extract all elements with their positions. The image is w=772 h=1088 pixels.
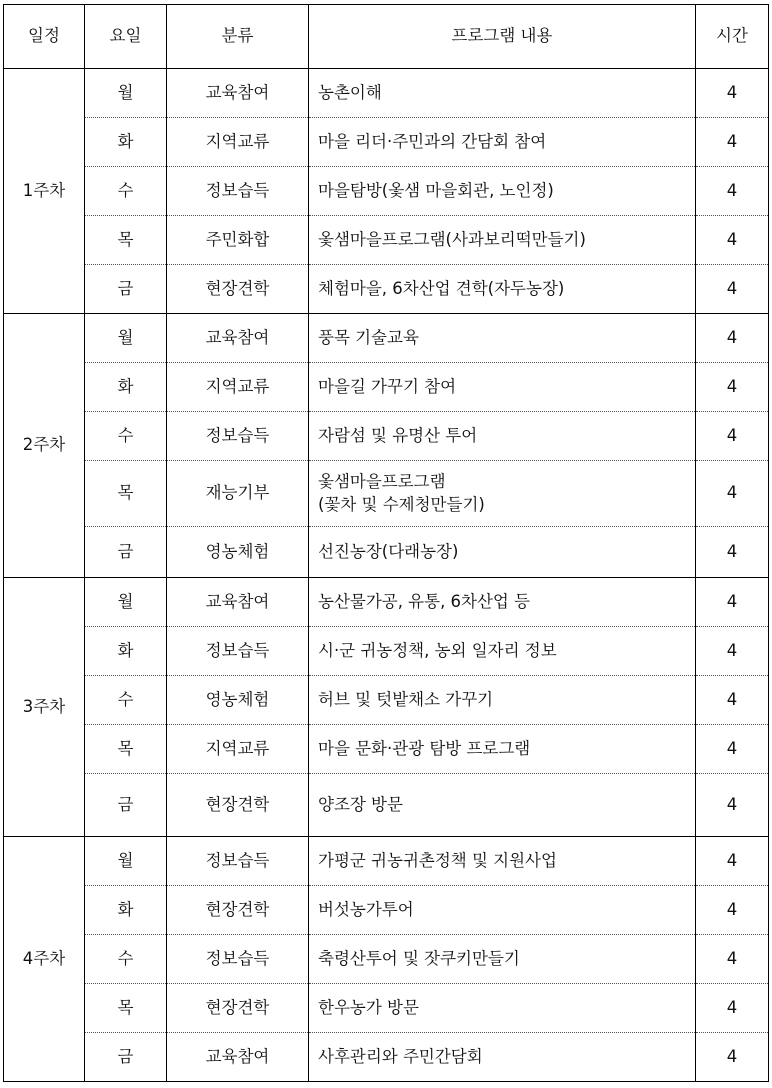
day-cell: 월 (85, 314, 167, 363)
category-cell: 영농체험 (167, 676, 309, 725)
hours-cell: 4 (696, 676, 769, 725)
hours-cell: 4 (696, 527, 769, 578)
table-row (4, 837, 769, 886)
table-row (4, 167, 769, 216)
hours-cell: 4 (696, 935, 769, 984)
program-cell (309, 935, 696, 984)
day-cell: 화 (85, 627, 167, 676)
table-header (4, 5, 769, 69)
hours-cell: 4 (696, 69, 769, 118)
category-cell: 정보습득 (167, 412, 309, 461)
day-cell: 수 (85, 412, 167, 461)
table-body (4, 69, 769, 1082)
program-cell (309, 984, 696, 1033)
day-cell: 목 (85, 984, 167, 1033)
program-text: (꽃차 및 수제청만들기) (318, 494, 485, 514)
day-cell: 목 (85, 216, 167, 265)
program-text: 풍목 기술교육 (318, 327, 419, 347)
hours-cell: 4 (696, 627, 769, 676)
program-cell (309, 527, 696, 578)
program-cell (309, 1033, 696, 1082)
day-cell: 금 (85, 774, 167, 837)
category-cell: 교육참여 (167, 314, 309, 363)
day-cell: 수 (85, 167, 167, 216)
program-text: 선진농장(다래농장) (318, 541, 459, 561)
hours-cell: 4 (696, 118, 769, 167)
program-cell (309, 725, 696, 774)
table-row (4, 527, 769, 578)
table-row (4, 118, 769, 167)
program-cell (309, 69, 696, 118)
category-cell: 재능기부 (167, 461, 309, 527)
hours-cell: 4 (696, 837, 769, 886)
table-row (4, 216, 769, 265)
program-cell (309, 774, 696, 837)
category-cell: 현장견학 (167, 886, 309, 935)
program-text: 농촌이해 (318, 82, 382, 102)
day-cell: 금 (85, 265, 167, 314)
hours-cell: 4 (696, 167, 769, 216)
category-cell: 교육참여 (167, 69, 309, 118)
program-text: 허브 및 텃밭채소 가꾸기 (318, 689, 494, 709)
program-text: 자람섬 및 유명산 투어 (318, 425, 478, 445)
day-cell: 목 (85, 725, 167, 774)
category-cell: 정보습득 (167, 935, 309, 984)
table-row (4, 314, 769, 363)
program-cell (309, 461, 696, 527)
program-text: 가평군 귀농귀촌정책 및 지원사업 (318, 850, 557, 870)
category-cell: 교육참여 (167, 1033, 309, 1082)
day-cell: 화 (85, 363, 167, 412)
hours-cell: 4 (696, 412, 769, 461)
schedule-table (3, 4, 769, 1082)
category-cell: 지역교류 (167, 118, 309, 167)
category-cell: 교육참여 (167, 578, 309, 627)
header-program: 프로그램 내용 (309, 5, 696, 69)
program-text: 옻샘마을프로그램 (318, 472, 446, 492)
header-schedule: 일정 (4, 5, 85, 69)
program-cell (309, 627, 696, 676)
program-cell (309, 118, 696, 167)
category-cell: 지역교류 (167, 363, 309, 412)
day-cell: 화 (85, 118, 167, 167)
table-row (4, 984, 769, 1033)
program-cell (309, 314, 696, 363)
week-label: 4주차 (4, 837, 85, 1082)
category-cell: 정보습득 (167, 627, 309, 676)
program-cell (309, 886, 696, 935)
hours-cell: 4 (696, 578, 769, 627)
category-cell: 지역교류 (167, 725, 309, 774)
day-cell: 화 (85, 886, 167, 935)
hours-cell: 4 (696, 216, 769, 265)
day-cell: 금 (85, 527, 167, 578)
hours-cell: 4 (696, 1033, 769, 1082)
program-text: 농산물가공, 유통, 6차산업 등 (318, 591, 531, 611)
day-cell: 금 (85, 1033, 167, 1082)
table-row (4, 627, 769, 676)
hours-cell: 4 (696, 265, 769, 314)
program-text: 버섯농가투어 (318, 899, 414, 919)
day-cell: 월 (85, 837, 167, 886)
category-cell: 주민화합 (167, 216, 309, 265)
program-cell (309, 837, 696, 886)
hours-cell: 4 (696, 314, 769, 363)
hours-cell: 4 (696, 774, 769, 837)
week-label: 2주차 (4, 314, 85, 578)
program-cell (309, 578, 696, 627)
table-row (4, 69, 769, 118)
hours-cell: 4 (696, 725, 769, 774)
program-cell (309, 412, 696, 461)
header-day: 요일 (85, 5, 167, 69)
program-text: 시·군 귀농정책, 농외 일자리 정보 (318, 640, 557, 660)
category-cell: 현장견학 (167, 265, 309, 314)
category-cell: 현장견학 (167, 984, 309, 1033)
program-cell (309, 265, 696, 314)
category-cell: 정보습득 (167, 837, 309, 886)
week-label: 3주차 (4, 578, 85, 837)
header-row (4, 5, 769, 69)
header-category: 분류 (167, 5, 309, 69)
program-text: 체험마을, 6차산업 견학(자두농장) (318, 278, 565, 298)
header-hours: 시간 (696, 5, 769, 69)
program-text: 마을 문화·관광 탐방 프로그램 (318, 738, 531, 758)
program-cell (309, 216, 696, 265)
table-row (4, 935, 769, 984)
program-text: 한우농가 방문 (318, 997, 419, 1017)
program-cell (309, 167, 696, 216)
table-row (4, 461, 769, 527)
category-cell: 영농체험 (167, 527, 309, 578)
day-cell: 수 (85, 676, 167, 725)
table-row (4, 676, 769, 725)
program-text: 마을탐방(옻샘 마을회관, 노인정) (318, 180, 554, 200)
category-cell: 정보습득 (167, 167, 309, 216)
program-text: 사후관리와 주민간담회 (318, 1046, 483, 1066)
day-cell: 월 (85, 578, 167, 627)
program-text: 옻샘마을프로그램(사과보리떡만들기) (318, 229, 586, 249)
table-row (4, 774, 769, 837)
category-cell: 현장견학 (167, 774, 309, 837)
day-cell: 목 (85, 461, 167, 527)
hours-cell: 4 (696, 363, 769, 412)
program-text: 양조장 방문 (318, 794, 403, 814)
hours-cell: 4 (696, 886, 769, 935)
table-row (4, 886, 769, 935)
table-row (4, 363, 769, 412)
week-label: 1주차 (4, 69, 85, 314)
program-text: 마을 리더·주민과의 간담회 참여 (318, 131, 547, 151)
program-text: 축령산투어 및 잣쿠키만들기 (318, 948, 520, 968)
hours-cell: 4 (696, 984, 769, 1033)
day-cell: 월 (85, 69, 167, 118)
day-cell: 수 (85, 935, 167, 984)
hours-cell: 4 (696, 461, 769, 527)
table-row (4, 1033, 769, 1082)
table-row (4, 412, 769, 461)
table-row (4, 578, 769, 627)
program-text: 마을길 가꾸기 참여 (318, 376, 457, 396)
table-row (4, 265, 769, 314)
table-row (4, 725, 769, 774)
program-cell (309, 676, 696, 725)
program-cell (309, 363, 696, 412)
